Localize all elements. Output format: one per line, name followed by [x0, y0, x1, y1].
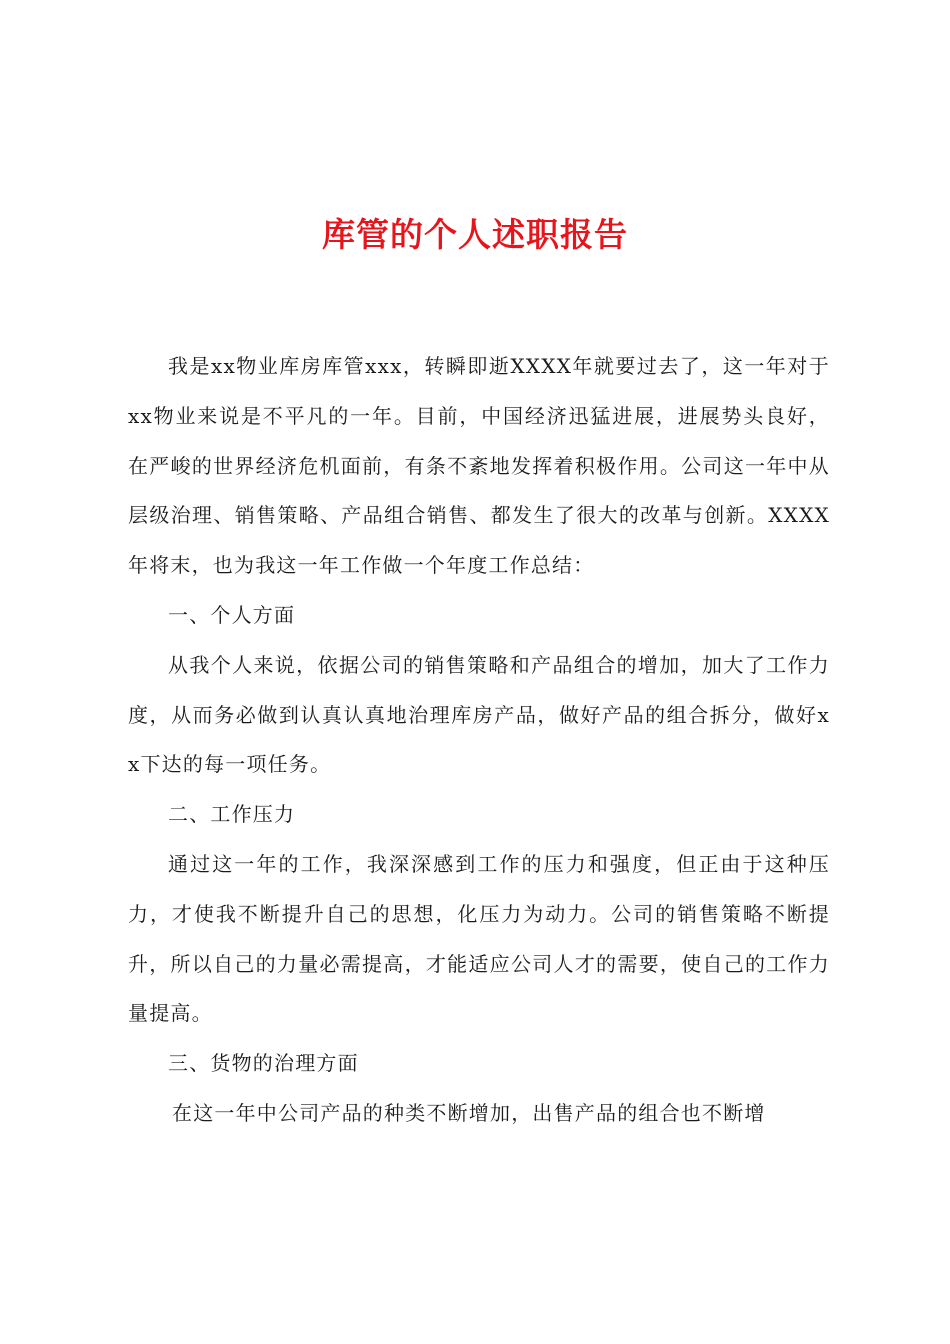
paragraph-pressure: 通过这一年的工作，我深深感到工作的压力和强度，但正由于这种压力，才使我不断提升自己的思想，化压力为动力。公司的销售策略不断提升，所以自己的力量必需提高，才能适应公司人才的需要，使自己的工作力量提高。 [128, 851, 830, 1026]
section-heading-pressure: 二、工作压力 [168, 802, 296, 827]
paragraph-goods: 在这一年中公司产品的种类不断增加，出售产品的组合也不断增 [172, 1100, 766, 1125]
document-title: 库管的个人述职报告 [322, 215, 628, 254]
document-body [128, 342, 830, 1139]
section-heading-personal: 一、个人方面 [168, 602, 296, 627]
paragraph-intro: 我是xx物业库房库管xxx，转瞬即逝XXXX年就要过去了，这一年对于xx物业来说是不平凡的一年。目前，中国经济迅猛进展，进展势头良好，在严峻的世界经济危机面前，有条不紊地发挥着积极作用。公司这一年中从层级治理、销售策略、产品组合销售、都发生了很大的改革与创新。XXXX年将末，也为我这一年工作做一个年度工作总结： [128, 354, 830, 578]
section-heading-goods: 三、货物的治理方面 [168, 1051, 359, 1076]
paragraph-personal: 从我个人来说，依据公司的销售策略和产品组合的增加，加大了工作力度，从而务必做到认真认真地治理库房产品，做好产品的组合拆分，做好xx下达的每一项任务。 [128, 652, 830, 777]
